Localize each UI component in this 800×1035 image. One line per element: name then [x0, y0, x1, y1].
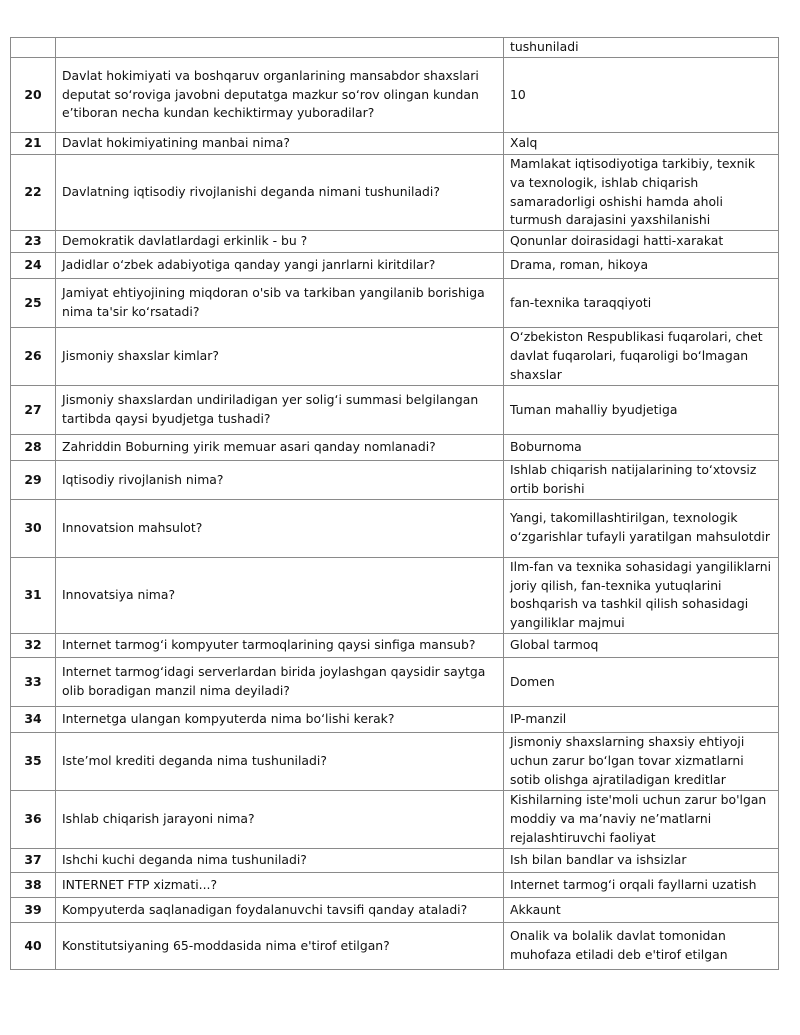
question-cell: Innovatsion mahsulot?: [56, 499, 504, 557]
table-row: [11, 386, 779, 435]
table-row: [11, 279, 779, 328]
table-row: [11, 133, 779, 155]
table-row: [11, 633, 779, 657]
table-row: [11, 922, 779, 969]
row-number: 31: [11, 557, 56, 633]
row-number: 36: [11, 790, 56, 848]
answer-cell: Internet tarmog‘i orqali fayllarni uzatish: [504, 872, 779, 897]
question-cell: Jadidlar o‘zbek adabiyotiga qanday yangi janrlarni kiritdilar?: [56, 253, 504, 279]
answer-cell: Ilm-fan va texnika sohasidagi yangiliklarni joriy qilish, fan-texnika yutuqlarini boshqarish va tashkil qilish sohasidagi yangiliklar majmui: [504, 557, 779, 633]
qa-table: [10, 37, 779, 970]
table-row: [11, 155, 779, 231]
row-number: 33: [11, 657, 56, 706]
question-cell: Kompyuterda saqlanadigan foydalanuvchi tavsifi qanday ataladi?: [56, 897, 504, 922]
question-cell: INTERNET FTP xizmati...?: [56, 872, 504, 897]
table-row: [11, 657, 779, 706]
answer-cell: tushuniladi: [504, 38, 779, 58]
question-cell: Zahriddin Boburning yirik memuar asari qanday nomlanadi?: [56, 435, 504, 461]
answer-cell: IP-manzil: [504, 706, 779, 732]
answer-cell: Global tarmoq: [504, 633, 779, 657]
question-cell: Ishlab chiqarish jarayoni nima?: [56, 790, 504, 848]
row-number: 38: [11, 872, 56, 897]
row-number: 23: [11, 231, 56, 253]
row-number: 28: [11, 435, 56, 461]
row-number: 35: [11, 732, 56, 790]
answer-cell: Akkaunt: [504, 897, 779, 922]
table-row: [11, 732, 779, 790]
answer-cell: Ishlab chiqarish natijalarining to‘xtovsiz ortib borishi: [504, 461, 779, 500]
row-number: 29: [11, 461, 56, 500]
question-cell: Jismoniy shaxslardan undiriladigan yer solig‘i summasi belgilangan tartibda qaysi byudjetga tushadi?: [56, 386, 504, 435]
answer-cell: Qonunlar doirasidagi hatti-xarakat: [504, 231, 779, 253]
row-number: 39: [11, 897, 56, 922]
answer-cell: Ish bilan bandlar va ishsizlar: [504, 848, 779, 872]
table-row: [11, 328, 779, 386]
answer-cell: Kishilarning iste'moli uchun zarur bo'lgan moddiy va ma’naviy ne’matlarni rejalashtiruvchi faoliyat: [504, 790, 779, 848]
answer-cell: Tuman mahalliy byudjetiga: [504, 386, 779, 435]
table-row: [11, 38, 779, 58]
question-cell: Jamiyat ehtiyojining miqdoran o'sib va tarkiban yangilanib borishiga nima ta'sir ko‘rsatadi?: [56, 279, 504, 328]
row-number: 22: [11, 155, 56, 231]
row-number: 32: [11, 633, 56, 657]
table-row: [11, 790, 779, 848]
row-number: 21: [11, 133, 56, 155]
answer-cell: Xalq: [504, 133, 779, 155]
row-number: [11, 38, 56, 58]
question-cell: Konstitutsiyaning 65-moddasida nima e'tirof etilgan?: [56, 922, 504, 969]
table-row: [11, 435, 779, 461]
row-number: 37: [11, 848, 56, 872]
row-number: 30: [11, 499, 56, 557]
question-cell: Iste’mol krediti deganda nima tushuniladi?: [56, 732, 504, 790]
question-cell: Demokratik davlatlardagi erkinlik - bu ?: [56, 231, 504, 253]
table-row: [11, 848, 779, 872]
table-row: [11, 499, 779, 557]
question-cell: Ishchi kuchi deganda nima tushuniladi?: [56, 848, 504, 872]
question-cell: Davlatning iqtisodiy rivojlanishi deganda nimani tushuniladi?: [56, 155, 504, 231]
question-cell: Iqtisodiy rivojlanish nima?: [56, 461, 504, 500]
row-number: 27: [11, 386, 56, 435]
answer-cell: Mamlakat iqtisodiyotiga tarkibiy, texnik va texnologik, ishlab chiqarish samaradorligi oshishi hamda aholi turmush darajasini yaxshilanishi: [504, 155, 779, 231]
question-cell: Internet tarmog‘idagi serverlardan birida joylashgan qaysidir saytga olib boradigan manzil nima deyiladi?: [56, 657, 504, 706]
table-row: [11, 231, 779, 253]
question-cell: [56, 38, 504, 58]
answer-cell: fan-texnika taraqqiyoti: [504, 279, 779, 328]
answer-cell: Yangi, takomillashtirilgan, texnologik o‘zgarishlar tufayli yaratilgan mahsulotdir: [504, 499, 779, 557]
question-cell: Jismoniy shaxslar kimlar?: [56, 328, 504, 386]
row-number: 40: [11, 922, 56, 969]
table-row: [11, 897, 779, 922]
answer-cell: 10: [504, 58, 779, 133]
table-row: [11, 706, 779, 732]
table-row: [11, 557, 779, 633]
row-number: 34: [11, 706, 56, 732]
table-row: [11, 58, 779, 133]
answer-cell: Onalik va bolalik davlat tomonidan muhofaza etiladi deb e'tirof etilgan: [504, 922, 779, 969]
row-number: 26: [11, 328, 56, 386]
row-number: 24: [11, 253, 56, 279]
answer-cell: Boburnoma: [504, 435, 779, 461]
question-cell: Internetga ulangan kompyuterda nima bo‘lishi kerak?: [56, 706, 504, 732]
question-cell: Davlat hokimiyati va boshqaruv organlarining mansabdor shaxslari deputat so‘roviga javobni deputatga mazkur so‘rov olingan kundan e’tiboran necha kundan kechiktirmay yuboradilar?: [56, 58, 504, 133]
question-cell: Internet tarmog‘i kompyuter tarmoqlarining qaysi sinfiga mansub?: [56, 633, 504, 657]
question-cell: Innovatsiya nima?: [56, 557, 504, 633]
table-row: [11, 872, 779, 897]
answer-cell: Domen: [504, 657, 779, 706]
row-number: 20: [11, 58, 56, 133]
answer-cell: O‘zbekiston Respublikasi fuqarolari, chet davlat fuqarolari, fuqaroligi bo‘lmagan shaxslar: [504, 328, 779, 386]
table-row: [11, 461, 779, 500]
question-cell: Davlat hokimiyatining manbai nima?: [56, 133, 504, 155]
answer-cell: Jismoniy shaxslarning shaxsiy ehtiyoji uchun zarur bo‘lgan tovar xizmatlarni sotib olishga ajratiladigan kreditlar: [504, 732, 779, 790]
table-row: [11, 253, 779, 279]
qa-table-body: [11, 38, 779, 970]
answer-cell: Drama, roman, hikoya: [504, 253, 779, 279]
row-number: 25: [11, 279, 56, 328]
